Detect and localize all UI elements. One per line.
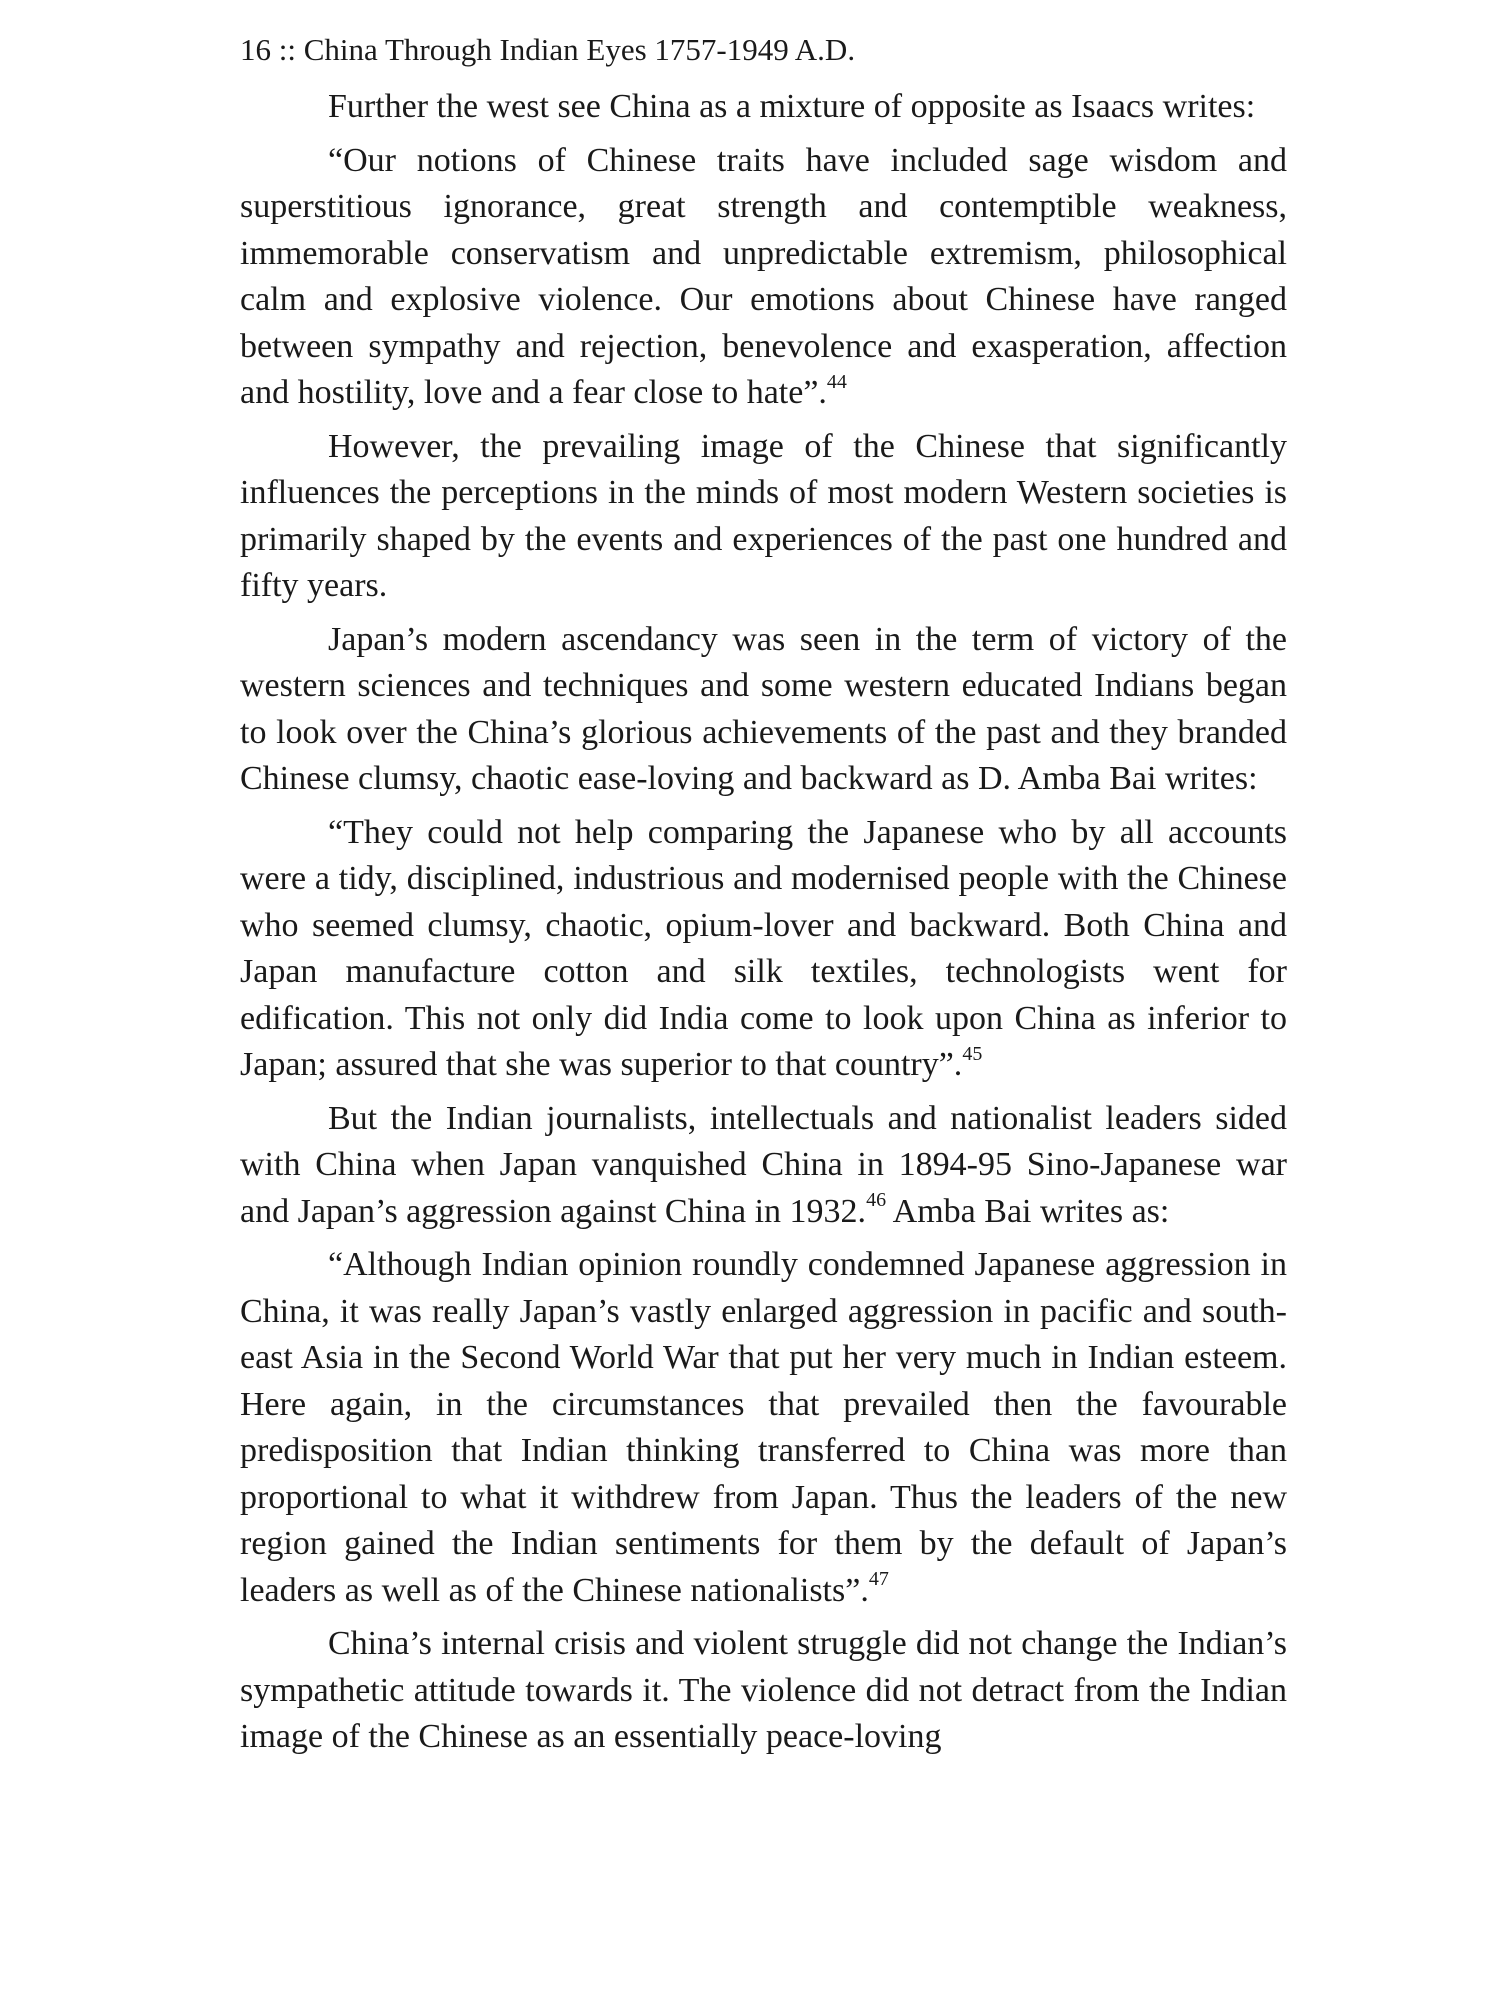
paragraph-text: “Our notions of Chinese traits have included sage wisdom and superstitious ignorance, great strength and contemptible weakness, immemorable conservatism and unpredictable extremism, philosophical calm and explosive violence. Our emotions about Chinese have ranged between sympathy and rejection, benevolence and exasperation, affection and hostility, love and a fear close to hate”. xyxy=(240,141,1287,411)
paragraph-text: However, the prevailing image of the Chinese that significantly influences the perceptions in the minds of most modern Western societies is primarily shaped by the events and experiences of the past one hundred and fifty years. xyxy=(240,427,1287,604)
quote-isaacs xyxy=(240,138,1287,417)
paragraph-text: Further the west see China as a mixture of opposite as Isaacs writes: xyxy=(328,88,1256,125)
footnote-ref-47[interactable]: 47 xyxy=(868,1568,889,1591)
paragraph-text-continued: Amba Bai writes as: xyxy=(886,1192,1170,1230)
paragraph-indian-journalists xyxy=(240,1096,1287,1236)
footnote-ref-46[interactable]: 46 xyxy=(866,1189,887,1212)
footnote-ref-45[interactable]: 45 xyxy=(962,1042,983,1065)
paragraph-text: China’s internal crisis and violent struggle did not change the Indian’s sympathetic attitude towards it. The violence did not detract from the Indian image of the Chinese as an essentially peace-loving xyxy=(240,1625,1287,1755)
paragraph-text: “Although Indian opinion roundly condemned Japanese aggression in China, it was really Japan’s vastly enlarged aggression in pacific and south-east Asia in the Second World War that put her very much in Indian esteem. Here again, in the circumstances that prevailed then the favourable predisposition that Indian thinking transferred to China was more than proportional to what it withdrew from Japan. Thus the leaders of the new region gained the Indian sentiments for them by the default of Japan’s leaders as well as of the Chinese nationalists”. xyxy=(240,1246,1287,1609)
book-page xyxy=(240,28,1287,1768)
footnote-ref-44[interactable]: 44 xyxy=(826,370,847,393)
quote-amba-bai-2 xyxy=(240,1242,1287,1614)
paragraph-internal-crisis xyxy=(240,1621,1287,1761)
paragraph-text: “They could not help comparing the Japanese who by all accounts were a tidy, disciplined, industrious and modernised people with the Chinese who seemed clumsy, chaotic, opium-lover and backward. Both China and Japan manufacture cotton and silk textiles, technologists went for edification. This not only did India come to look upon China as inferior to Japan; assured that she was superior to that country”. xyxy=(240,813,1287,1083)
paragraph-japan-ascendancy xyxy=(240,617,1287,803)
running-head: 16 :: China Through Indian Eyes 1757-1949 A.D. xyxy=(240,32,856,67)
quote-amba-bai-1 xyxy=(240,810,1287,1089)
paragraph-text: Japan’s modern ascendancy was seen in the term of victory of the western sciences and techniques and some western educated Indians began to look over the China’s glorious achievements of the past and they branded Chinese clumsy, chaotic ease-loving and backward as D. Amba Bai writes: xyxy=(240,620,1287,797)
paragraph-prevailing-image xyxy=(240,424,1287,610)
paragraph-intro-isaacs xyxy=(240,84,1287,131)
paragraph-text: But the Indian journalists, intellectuals and nationalist leaders sided with China when Japan vanquished China in 1894-95 Sino-Japanese war and Japan’s aggression against China in 1932. xyxy=(240,1099,1287,1230)
